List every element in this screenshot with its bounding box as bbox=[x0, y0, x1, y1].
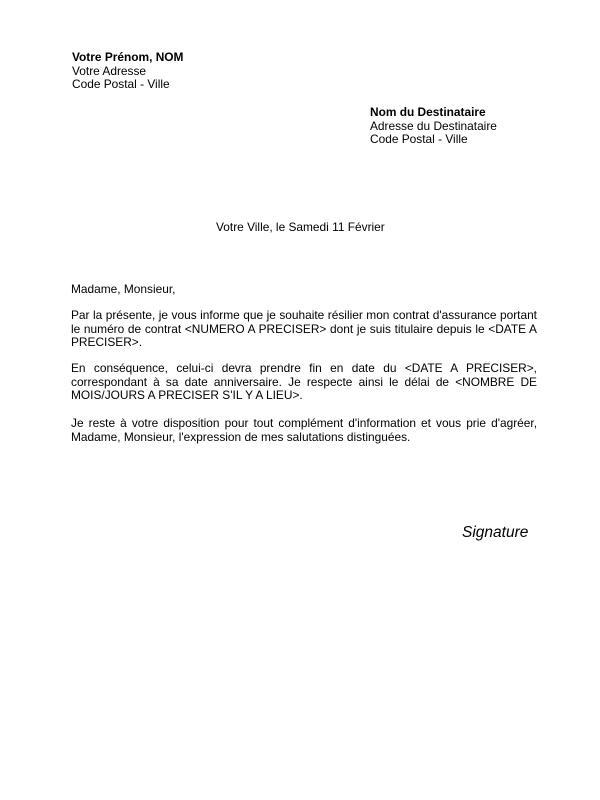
body-paragraph-1 bbox=[71, 309, 537, 350]
date-line: Votre Ville, le Samedi 11 Février bbox=[216, 220, 385, 234]
paragraph-line: Je reste à votre disposition pour tout complément d'information et vous prie d'agréer, bbox=[71, 416, 537, 430]
recipient-city: Code Postal - Ville bbox=[370, 132, 468, 147]
paragraph-line: MOIS/JOURS A PRECISER S'IL Y A LIEU>. bbox=[71, 388, 303, 403]
signature-placeholder: Signature bbox=[462, 524, 529, 541]
sender-address: Votre Adresse bbox=[72, 63, 147, 78]
recipient-address: Adresse du Destinataire bbox=[370, 118, 497, 133]
body-paragraph-3 bbox=[71, 417, 537, 444]
recipient-address-block bbox=[370, 106, 497, 147]
sender-name: Votre Prénom, NOM bbox=[72, 50, 184, 64]
recipient-name: Nom du Destinataire bbox=[370, 105, 486, 119]
paragraph-line: correspondant à sa date anniversaire. Je respecte ainsi le délai de <NOMBRE DE bbox=[71, 374, 537, 389]
body-paragraph-2 bbox=[71, 362, 537, 403]
paragraph-line: En conséquence, celui-ci devra prendre fin en date du <DATE A PRECISER>, bbox=[71, 361, 537, 375]
paragraph-line: le numéro de contrat <NUMERO A PRECISER> dont je suis titulaire depuis le <DATE A bbox=[71, 321, 537, 336]
paragraph-line: PRECISER>. bbox=[71, 335, 143, 350]
sender-address-block bbox=[72, 51, 183, 92]
sender-city: Code Postal - Ville bbox=[72, 77, 170, 92]
paragraph-line: Madame, Monsieur, l'expression de mes salutations distinguées. bbox=[71, 429, 411, 444]
salutation: Madame, Monsieur, bbox=[71, 282, 176, 296]
paragraph-line: Par la présente, je vous informe que je souhaite résilier mon contrat d'assurance portant bbox=[71, 308, 537, 322]
